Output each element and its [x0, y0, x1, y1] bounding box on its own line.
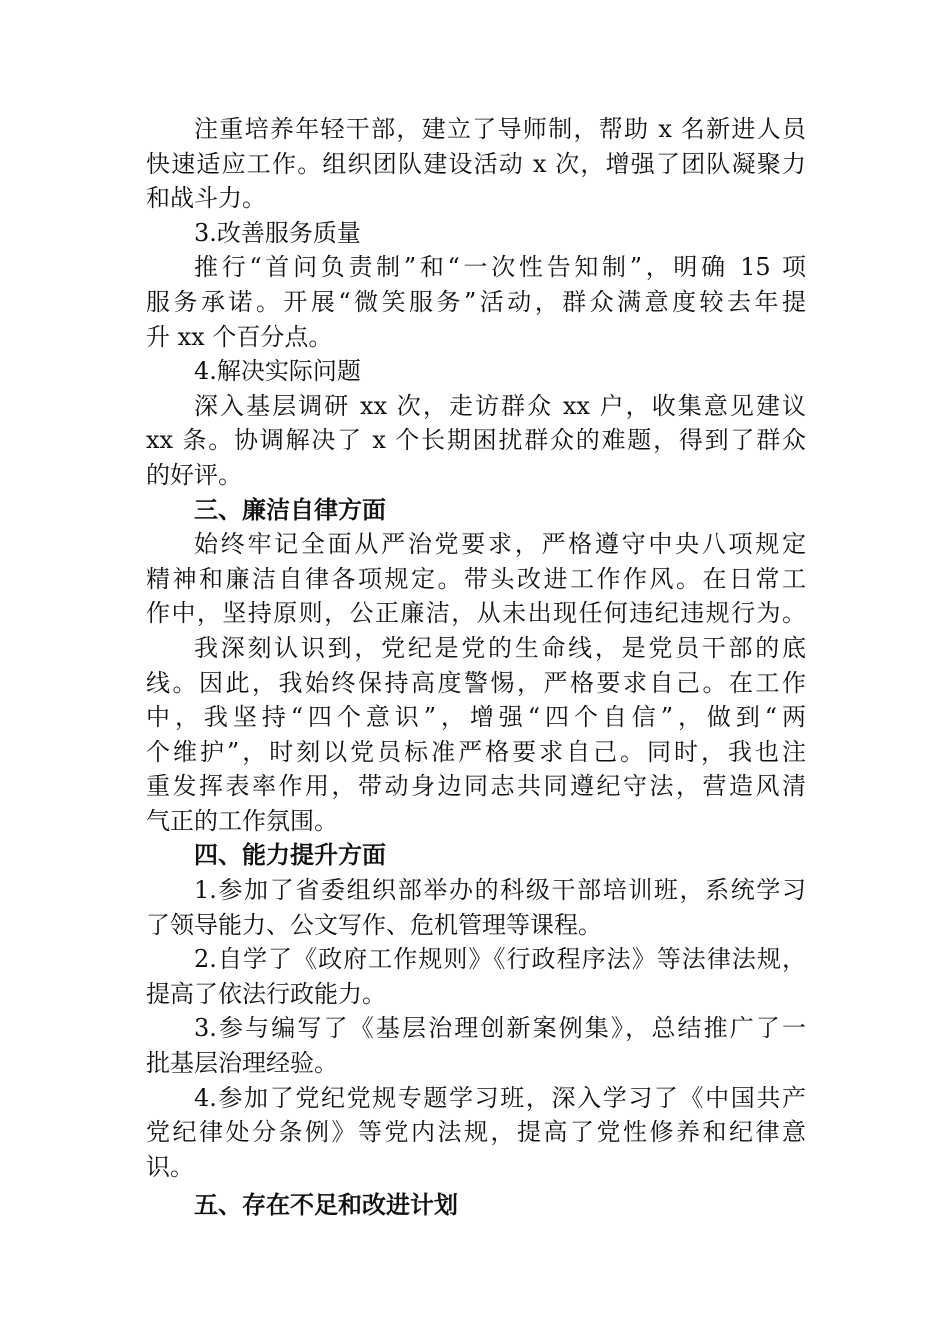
text-line: 重发挥表率作用，带动身边同志共同遵纪守法，营造风清 — [146, 772, 806, 801]
section-heading: 三、廉洁自律方面 — [194, 495, 386, 524]
text-line: 批基层治理经验。 — [146, 1049, 338, 1078]
text-line: 3.改善服务质量 — [194, 218, 361, 247]
text-line: 2.自学了《政府工作规则》《行政程序法》等法律法规， — [194, 945, 806, 974]
section-heading: 四、能力提升方面 — [194, 841, 386, 870]
text-line: 的好评。 — [146, 460, 242, 489]
text-line: 作中，坚持原则，公正廉洁，从未出现任何违纪违规行为。 — [146, 599, 806, 628]
text-line: 个维护”，时刻以党员标准严格要求自己。同时，我也注 — [146, 737, 806, 766]
text-line: 识。 — [146, 1152, 194, 1181]
text-line: 快速适应工作。组织团队建设活动 x 次，增强了团队凝聚力 — [146, 149, 806, 178]
text-line: 1.参加了省委组织部举办的科级干部培训班，系统学习 — [194, 876, 806, 905]
text-line: 推行“首问负责制”和“一次性告知制”，明确 15 项 — [194, 253, 806, 282]
text-line: 我深刻认识到，党纪是党的生命线，是党员干部的底 — [194, 633, 806, 662]
document-body — [146, 112, 806, 1223]
text-line: 始终牢记全面从严治党要求，严格遵守中央八项规定 — [194, 530, 806, 559]
text-line: 中，我坚持“四个意识”，增强“四个自信”，做到“两 — [146, 703, 806, 732]
text-line: 了领导能力、公文写作、危机管理等课程。 — [146, 910, 602, 939]
text-line: 4.解决实际问题 — [194, 357, 361, 386]
text-line: 线。因此，我始终保持高度警惕，严格要求自己。在工作 — [146, 668, 806, 697]
text-line: 深入基层调研 xx 次，走访群众 xx 户，收集意见建议 — [194, 391, 806, 420]
text-line: 升 xx 个百分点。 — [146, 322, 333, 351]
text-line: 3.参与编写了《基层治理创新案例集》，总结推广了一 — [194, 1014, 806, 1043]
text-line: xx 条。协调解决了 x 个长期困扰群众的难题，得到了群众 — [146, 426, 806, 455]
section-heading: 五、存在不足和改进计划 — [194, 1191, 458, 1220]
text-line: 气正的工作氛围。 — [146, 806, 338, 835]
text-line: 服务承诺。开展“微笑服务”活动，群众满意度较去年提 — [146, 287, 806, 316]
text-line: 精神和廉洁自律各项规定。带头改进工作作风。在日常工 — [146, 564, 806, 593]
text-line: 党纪律处分条例》等党内法规，提高了党性修养和纪律意 — [146, 1118, 806, 1147]
text-line: 提高了依法行政能力。 — [146, 979, 386, 1008]
text-line: 4.参加了党纪党规专题学习班，深入学习了《中国共产 — [194, 1083, 806, 1112]
text-line: 和战斗力。 — [146, 184, 266, 213]
text-line: 注重培养年轻干部，建立了导师制，帮助 x 名新进人员 — [194, 115, 806, 143]
